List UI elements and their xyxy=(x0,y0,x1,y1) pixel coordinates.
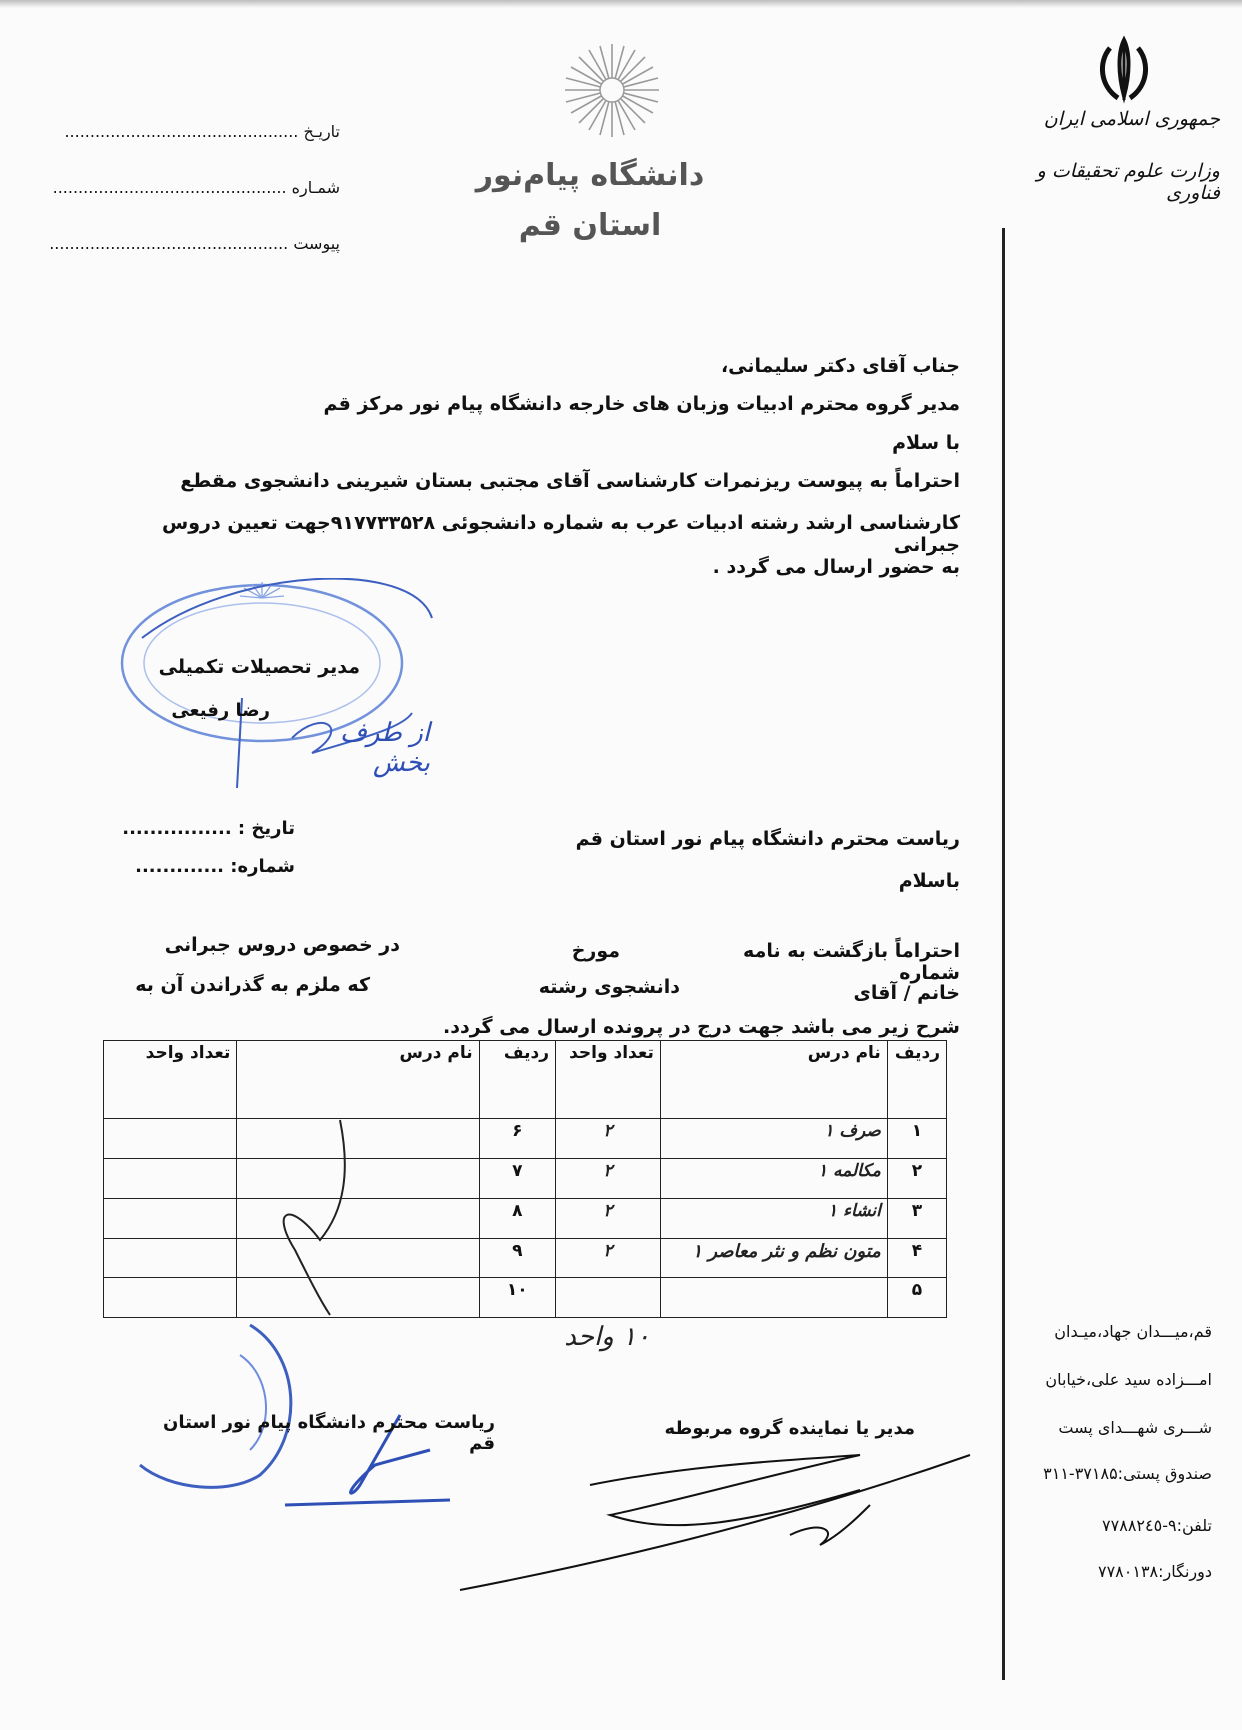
course-units xyxy=(555,1278,660,1318)
header-units: تعداد واحد xyxy=(555,1041,660,1119)
postal-code: صندوق پستی:۳۷۱۸۵-۳۱۱ xyxy=(1043,1464,1212,1483)
row-number-2: ۸ xyxy=(479,1198,555,1238)
letter1-body-line2: کارشناسی ارشد رشته ادبیات عرب به شماره دانشجوئی ۹۱۷۷۳۳۵۲۸جهت تعیین دروس جبرانی xyxy=(161,512,960,556)
scan-edge xyxy=(0,0,1242,8)
margin-rule xyxy=(1002,228,1005,1680)
table-header-row xyxy=(104,1041,947,1119)
letter1-greeting: با سلام xyxy=(892,432,960,454)
republic-label: جمهوری اسلامی ایران xyxy=(1043,108,1220,130)
province-name: استان قم xyxy=(518,208,662,243)
table-row xyxy=(104,1119,947,1159)
letter2-line3: شرح زیر می باشد جهت درج در پرونده ارسال می گردد. xyxy=(443,1016,960,1038)
letter2-line1-mid: مورخ xyxy=(571,940,620,962)
course-units-2 xyxy=(104,1119,237,1159)
letter1-body-line3: به حضور ارسال می گردد . xyxy=(712,556,960,578)
header-row-number: ردیف xyxy=(887,1041,946,1119)
attachment-field: پیوست ............................................... xyxy=(49,234,340,253)
header-course-name: نام درس xyxy=(660,1041,887,1119)
signer-title: مدیر تحصیلات تکمیلی xyxy=(158,656,360,678)
handwritten-total: ۱۰ واحد xyxy=(564,1322,650,1352)
table-row xyxy=(104,1198,947,1238)
handwritten-note: از طرف بخش xyxy=(339,718,430,778)
row-number-2: ۶ xyxy=(479,1119,555,1159)
row-number: ۵ xyxy=(887,1278,946,1318)
header-course-name-2: نام درس xyxy=(237,1041,479,1119)
university-logo-icon xyxy=(562,40,662,140)
course-name: متون نظم و نثر معاصر ۱ xyxy=(660,1238,887,1278)
row-number-2: ۷ xyxy=(479,1159,555,1199)
course-units-2 xyxy=(104,1198,237,1238)
row-number-2: ۱۰ xyxy=(479,1278,555,1318)
letter1-body-line1: احتراماً به پیوست ریزنمرات کارشناسی آقای مجتبی بستان شیرینی دانشجوی مقطع xyxy=(180,470,960,492)
course-units: ۲ xyxy=(555,1159,660,1199)
course-units-2 xyxy=(104,1238,237,1278)
courses-table xyxy=(103,1040,947,1318)
address-line: قم،میـــدان جهاد،میـدان xyxy=(1054,1322,1212,1341)
table-row xyxy=(104,1159,947,1199)
date-field: تاریـخ .............................................. xyxy=(64,122,340,141)
row-number-2: ۹ xyxy=(479,1238,555,1278)
header-units-2: تعداد واحد xyxy=(104,1041,237,1119)
course-units-2 xyxy=(104,1159,237,1199)
letter2-date: تاریخ : ................ xyxy=(122,818,295,839)
letter2-line1-right: احتراماً بازگشت به نامه شماره xyxy=(743,940,960,984)
letter2-greeting: باسلام xyxy=(898,870,960,892)
course-units-2 xyxy=(104,1278,237,1318)
letter2-line1-left: در خصوص دروس جبرانی xyxy=(164,934,400,956)
table-row xyxy=(104,1278,947,1318)
letter2-line2-right: خانم / آقای xyxy=(853,982,960,1004)
row-number: ۴ xyxy=(887,1238,946,1278)
letter2-number: شماره: ............. xyxy=(135,856,295,877)
footer-left-signature-line: ریاست محترم دانشگاه پیام نور استان قم xyxy=(163,1412,495,1454)
row-number: ۱ xyxy=(887,1119,946,1159)
letter2-addressee: ریاست محترم دانشگاه پیام نور استان قم xyxy=(575,828,960,850)
iran-emblem-icon xyxy=(1088,34,1160,106)
signer-name: رضا رفیعی xyxy=(171,700,270,721)
header-row-number-2: ردیف xyxy=(479,1041,555,1119)
row-number: ۲ xyxy=(887,1159,946,1199)
ministry-label: وزارت علوم تحقیقات و فناوری xyxy=(1036,160,1220,204)
letter1-position: مدیر گروه محترم ادبیات وزبان های خارجه دانشگاه پیام نور مرکز قم xyxy=(323,393,960,415)
address-line: شـــری شهـــدای پست xyxy=(1058,1418,1212,1437)
course-units: ۲ xyxy=(555,1198,660,1238)
letter2-line2-mid: دانشجوی رشته xyxy=(538,976,680,998)
course-name xyxy=(660,1278,887,1318)
course-name: صرف ۱ xyxy=(660,1119,887,1159)
row-number: ۳ xyxy=(887,1198,946,1238)
table-row xyxy=(104,1238,947,1278)
course-units: ۲ xyxy=(555,1119,660,1159)
letter1-addressee: جناب آقای دکتر سلیمانی، xyxy=(720,355,960,377)
university-name: دانشگاه پیام‌نور xyxy=(475,158,705,193)
address-line: امـــزاده سید علی،خیابان xyxy=(1045,1370,1212,1389)
group-manager-signature-icon xyxy=(440,1445,980,1595)
footer-right-signature-line: مدیر یا نماینده گروه مربوطه xyxy=(664,1418,915,1439)
phone-number: تلفن:۹-۷۷۸۸۲٤٥ xyxy=(1102,1516,1212,1535)
table-strike-mark-icon xyxy=(250,1110,360,1320)
course-name: مکالمه ۱ xyxy=(660,1159,887,1199)
fax-number: دورنگار:۷۷۸۰۱۳۸ xyxy=(1097,1562,1212,1581)
course-name: انشاء ۱ xyxy=(660,1198,887,1238)
letter2-line2-left: که ملزم به گذراندن آن به xyxy=(135,974,370,996)
number-field: شمـاره .............................................. xyxy=(52,178,340,197)
course-units: ۲ xyxy=(555,1238,660,1278)
